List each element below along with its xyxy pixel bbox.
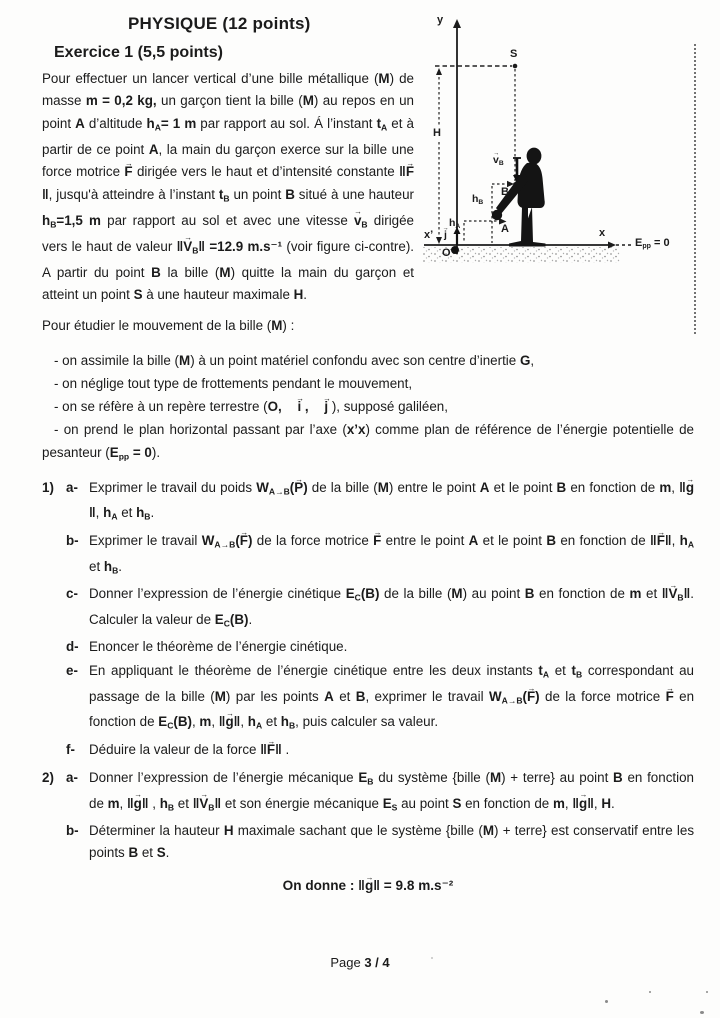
footer-page-number: Page 3 / 4 (330, 955, 390, 970)
question-letter: d- (66, 639, 79, 655)
study-line: Pour étudier le mouvement de la bille (M) : (42, 318, 295, 334)
scan-edge-artifact (694, 44, 696, 334)
question-letter: b- (66, 533, 79, 548)
assumption-item: - on assimile la bille (M) à un point matériel confondu avec son centre d’inertie G, (54, 353, 535, 369)
question-item-1b (66, 530, 694, 581)
question-item-2a (42, 767, 694, 818)
ball-icon (492, 210, 502, 220)
question-letter: a- (66, 769, 78, 785)
figure-label-origin-O: O (442, 247, 451, 259)
figure-label-epp-zero: $E_{pp} = 0$ (635, 237, 670, 251)
question-item-1a (42, 477, 694, 528)
question-item-2b (66, 820, 694, 864)
question-letter: c- (66, 586, 78, 602)
origin-dot (451, 246, 459, 254)
intro-paragraph: Pour effectuer un lancer vertical d’une bille métallique (M) de masse m = 0,2 kg, un garçon tient la bille (M) au repos en un point A d’altitude $h_A= 1$ m par rapport au sol. Á l’instant $t_A$ et à partir de ce point A, la main du garçon exerce sur la bille une force motrice F → dirigée vers le haut et d’intensité constante ‖F →‖, jusqu'à atteindre à l’instant $t_B$ un point B situé à une hauteur $h_B=1,5$ m par rapport au sol et avec une vitesse $v \to_B$ dirigée vers le haut de valeur ‖V $\to_B‖ =12.9$ m.s⁻¹ (voir figure ci-contre). A partir du point B la bille (M) quitte la main du garçon et atteint un point S à une hauteur maximale H. (42, 68, 694, 306)
assumption-item: - on se réfère à un repère terrestre (O, i → , j → ), supposé galiléen, (42, 395, 694, 418)
question-text: En appliquant le théorème de l’énergie cinétique entre les deux instants $t_A$ et $t_B$ correspondant au passage de la bille (M) par les points A et B, exprimer le travail $W_{A\to B}(F$ →) de la force motrice F → en fonction de $E_C(B)$, m, ‖g →‖, $h_A$ et $h_B$, puis calculer sa valeur. (89, 660, 694, 737)
figure-label-x-prime: x’ (424, 229, 434, 241)
question-text: Déterminer la hauteur H maximale sachant que le système {bille (M) + terre} est conservatif entre les points B et S. (89, 823, 695, 861)
question-text: Donner l’expression de l’énergie mécanique $E_B$ du système {bille (M) + terre} au point B en fonction de m, ‖g →‖ , $h_B$ et ‖V $\to_B‖$ et son énergie mécanique $E_S$ au point S en fonction de m, ‖g →‖, H. (89, 767, 694, 818)
figure-label-y-axis: y (437, 14, 444, 26)
figure-label-vector-vB: $v \to_B$ (493, 155, 504, 168)
question-item-1e (66, 660, 694, 737)
question-letter: e- (66, 663, 78, 679)
scan-speck (706, 991, 708, 993)
figure-label-height-hB: $h_B$ (472, 193, 484, 207)
figure-label-height-hA: $h_A$ (449, 217, 461, 231)
figure-label-point-S: S (510, 48, 518, 60)
question-item-1d (66, 636, 694, 658)
page-title: PHYSIQUE (12 points) (128, 14, 311, 33)
figure-label-point-B: B (501, 186, 509, 198)
question-text: Enoncer le théorème de l’énergie cinétique. (89, 639, 348, 655)
exercise-heading: Exercice 1 (5,5 points) (54, 44, 223, 61)
assumption-item: - on prend le plan horizontal passant par l’axe (x’x) comme plan de référence de l’énergie potentielle de pesanteur $(E_{pp} = 0)$. (42, 422, 694, 462)
figure-label-x-axis: x (599, 227, 606, 239)
y-axis-arrowhead (453, 19, 461, 28)
question-letter: b- (66, 823, 79, 839)
question-item-1c (66, 583, 694, 634)
point-S-dot (513, 64, 518, 69)
question-number: 1) (42, 479, 54, 495)
assumption-item: - on néglige tout type de frottements pendant le mouvement, (54, 376, 413, 392)
question-text: Donner l’expression de l’énergie cinétique $E_C(B)$ de la bille (M) au point B en fonction de m et ‖V $\to_B‖$. Calculer la valeur de $E_C(B)$. (89, 583, 694, 634)
scan-speck (700, 1011, 704, 1014)
figure-label-j-unit: j → (444, 230, 447, 241)
question-item-1f (66, 739, 694, 761)
assumptions-list (42, 349, 694, 469)
question-letter: a- (66, 479, 78, 495)
question-text: Déduire la valeur de la force ‖F →‖ . (89, 739, 694, 761)
scan-speck (431, 957, 433, 959)
questions-list (42, 477, 694, 864)
question-number: 2) (42, 769, 54, 785)
given-data-line: On donne : ‖g →‖ = 9.8 m.s⁻² (42, 878, 694, 894)
question-text: Exprimer le travail du poids $W_{A\to B}(P$ →) de la bille (M) entre le point A et le point B en fonction de m, ‖g →‖, $h_A$ et $h_B$. (89, 477, 694, 528)
scan-speck (649, 991, 651, 993)
scan-speck (605, 1000, 608, 1003)
question-letter: f- (66, 741, 75, 757)
question-text: Exprimer le travail $W_{A\to B}(F$ →) de la force motrice F → entre le point A et le point B en fonction de ‖F →‖, $h_A$ et $h_B$. (89, 530, 694, 581)
physics-figure (422, 14, 694, 266)
figure-label-point-A: A (501, 223, 509, 235)
figure-label-height-H: H (433, 127, 441, 139)
figure-drawing (422, 14, 694, 266)
